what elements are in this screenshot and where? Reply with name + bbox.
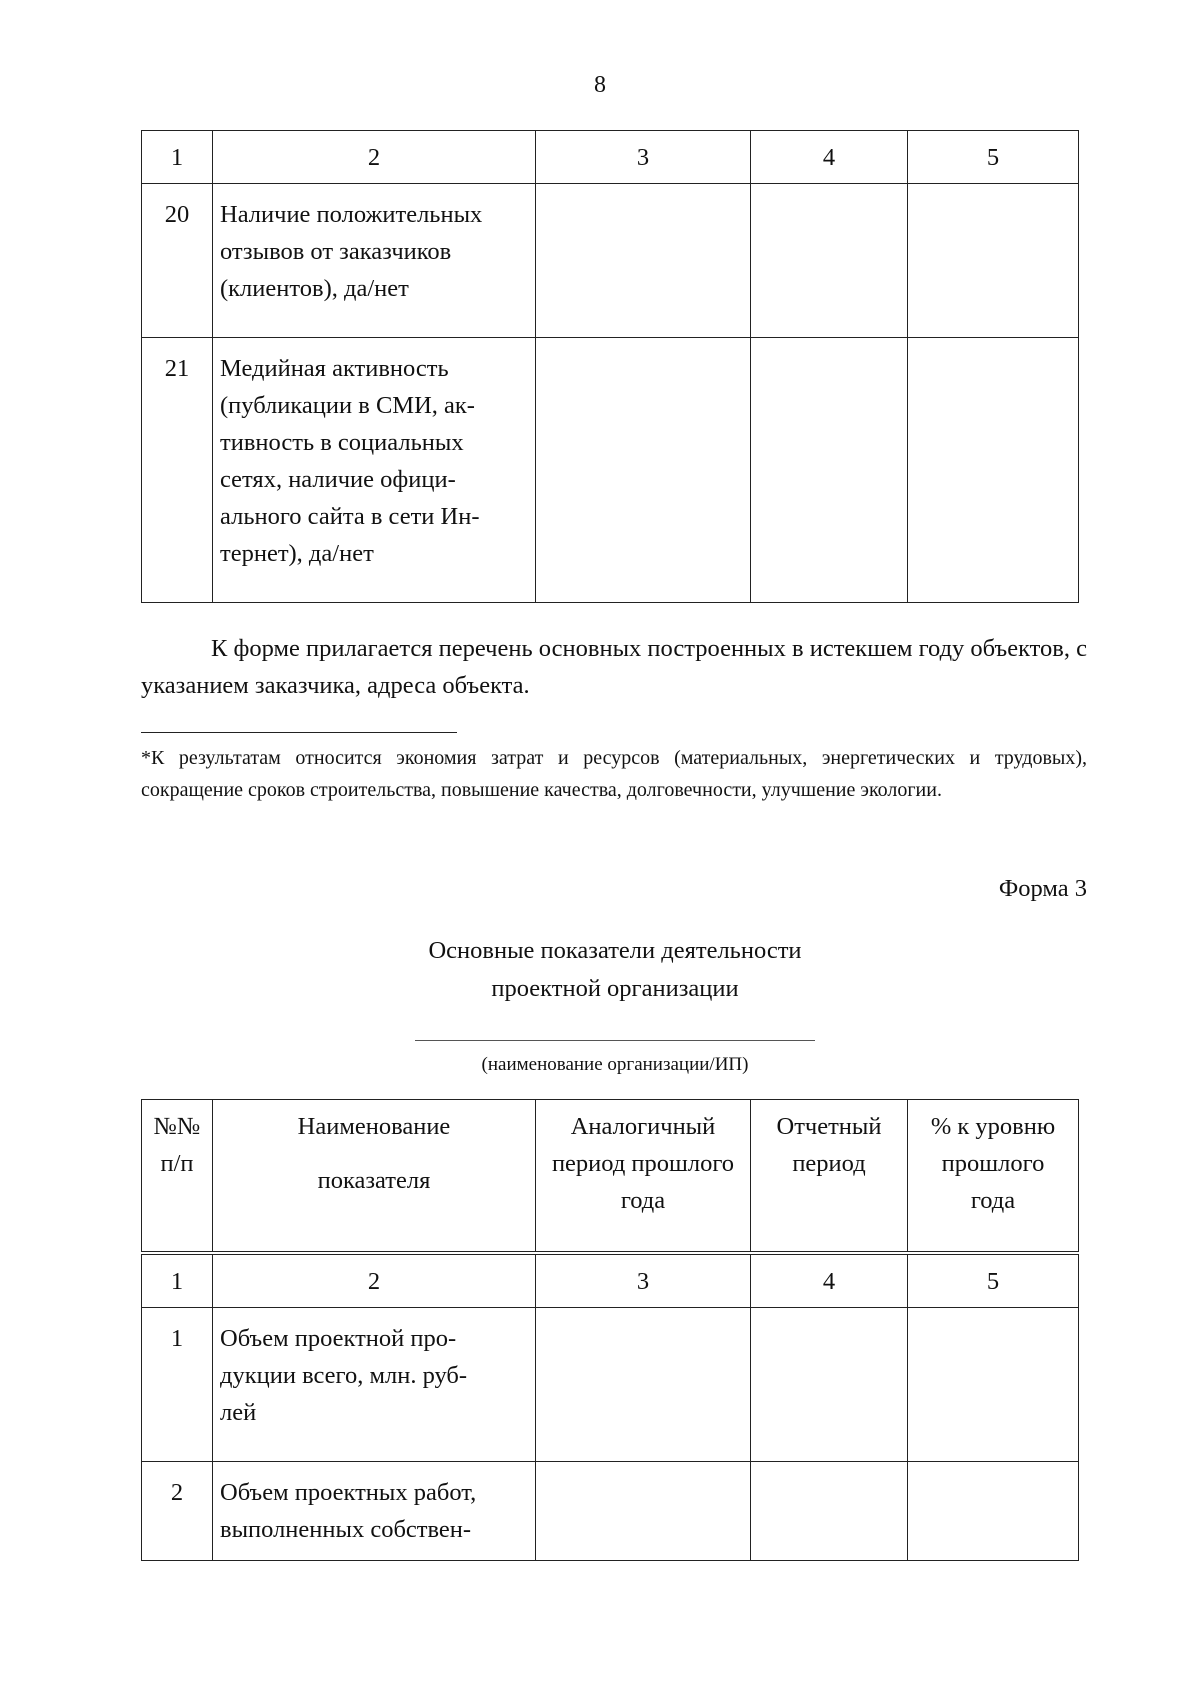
paragraph-text: К форме прилагается перечень основных построенных в истекшем году объектов, с указанием заказчика, адреса объекта. — [141, 635, 1087, 699]
indicator-line: лей — [220, 1399, 257, 1426]
header-line: года — [970, 1187, 1016, 1214]
header-line: №№ — [153, 1113, 201, 1140]
empty-cell — [908, 1308, 1079, 1462]
empty-cell — [751, 184, 908, 338]
organization-name-caption: (наименование организации/ИП) — [481, 1054, 749, 1075]
header-line: года — [620, 1187, 666, 1214]
form-title-line-2: проектной организации — [491, 975, 739, 1002]
header-cell-2: 2 — [213, 131, 536, 184]
column-number-header — [142, 1100, 213, 1252]
header-line: показателя — [317, 1167, 431, 1194]
table-row — [142, 1462, 1079, 1561]
continued-indicators-table — [141, 130, 1079, 603]
indicator-name — [213, 338, 536, 603]
header-line: период прошлого — [551, 1150, 735, 1177]
empty-cell — [908, 338, 1079, 603]
empty-cell — [536, 338, 751, 603]
row-number: 21 — [142, 338, 213, 603]
indicator-name — [213, 184, 536, 338]
header-line: Наименование — [297, 1113, 451, 1140]
empty-cell — [751, 338, 908, 603]
indicator-line: тернет), да/нет — [220, 540, 374, 567]
header-cell-2: 2 — [213, 1255, 536, 1308]
header-line: прошлого — [941, 1150, 1045, 1177]
header-cell-4: 4 — [751, 131, 908, 184]
organization-name-line — [415, 1040, 815, 1041]
indicator-line: дукции всего, млн. руб- — [220, 1362, 468, 1389]
indicator-line: ального сайта в сети Ин- — [220, 503, 480, 530]
table-header-row — [142, 131, 1079, 184]
form-label: Форма 3 — [998, 875, 1087, 902]
table-row — [142, 1308, 1079, 1462]
column-name-header — [213, 1100, 536, 1252]
column-reporting-period-header — [751, 1100, 908, 1252]
column-percent-header — [908, 1100, 1079, 1252]
footnote: *К результатам относится экономия затрат и ресурсов (материальных, энергетических и трудовых), сокращение сроков строительства, повышение качества, долговечности, улучшение экологии. — [141, 747, 1087, 801]
column-previous-period-header — [536, 1100, 751, 1252]
table-header-row — [142, 1255, 1079, 1308]
header-line: п/п — [160, 1150, 194, 1177]
header-cell-1: 1 — [142, 131, 213, 184]
table-row — [142, 338, 1079, 603]
header-cell-3: 3 — [536, 1255, 751, 1308]
attachment-paragraph — [141, 630, 1087, 704]
indicator-line: выполненных собствен- — [220, 1516, 472, 1543]
empty-cell — [536, 1462, 751, 1561]
table-header-row — [142, 1100, 1079, 1252]
header-cell-1: 1 — [142, 1255, 213, 1308]
empty-cell — [751, 1308, 908, 1462]
header-line: % к уровню — [930, 1113, 1056, 1140]
empty-cell — [751, 1462, 908, 1561]
form3-indicators-table — [141, 1254, 1079, 1561]
indicator-line: тивность в социальных — [220, 429, 464, 456]
indicator-line: Наличие положительных — [220, 201, 483, 228]
header-cell-4: 4 — [751, 1255, 908, 1308]
empty-cell — [536, 1308, 751, 1462]
table-row — [142, 184, 1079, 338]
header-cell-5: 5 — [908, 131, 1079, 184]
form-title — [0, 932, 1200, 1008]
form-title-line-1: Основные показатели деятельности — [428, 937, 802, 964]
header-cell-5: 5 — [908, 1255, 1079, 1308]
indicator-line: сетях, наличие офици- — [220, 466, 456, 493]
header-cell-3: 3 — [536, 131, 751, 184]
empty-cell — [908, 1462, 1079, 1561]
indicator-name — [213, 1308, 536, 1462]
indicator-name — [213, 1462, 536, 1561]
row-number: 2 — [142, 1462, 213, 1561]
header-line: Аналогичный — [570, 1113, 716, 1140]
form3-header-table — [141, 1099, 1079, 1252]
indicator-line: (публикации в СМИ, ак- — [220, 392, 475, 419]
indicator-line: Объем проектной про- — [220, 1325, 457, 1352]
header-line: Отчетный — [776, 1113, 882, 1140]
indicator-line: Медийная активность — [220, 355, 449, 382]
empty-cell — [908, 184, 1079, 338]
page-number: 8 — [594, 72, 606, 98]
row-number: 1 — [142, 1308, 213, 1462]
indicator-line: Объем проектных работ, — [220, 1479, 477, 1506]
empty-cell — [536, 184, 751, 338]
row-number: 20 — [142, 184, 213, 338]
indicator-line: (клиентов), да/нет — [220, 275, 409, 302]
indicator-line: отзывов от заказчиков — [220, 238, 452, 265]
footnote-rule — [141, 732, 457, 733]
header-line: период — [792, 1150, 866, 1177]
